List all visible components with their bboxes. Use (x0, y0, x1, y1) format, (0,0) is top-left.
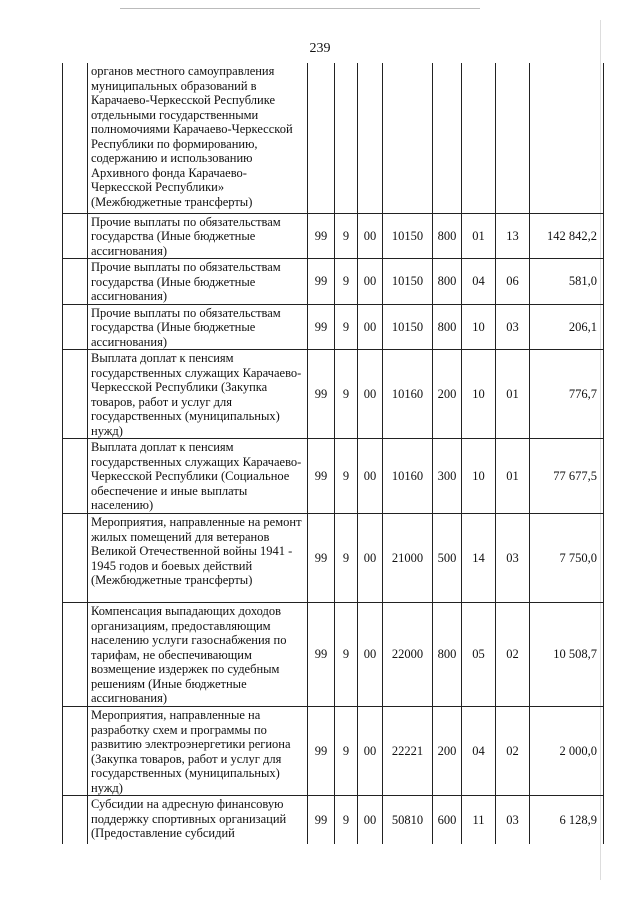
code-subprogram: 9 (335, 350, 358, 439)
table-row (63, 350, 604, 439)
code-section: 04 (462, 707, 496, 796)
code-section: 11 (462, 796, 496, 844)
row-description: Субсидии на адресную финансовую поддержку спортивных организаций (Предоставление субсидий (88, 796, 308, 844)
code-direction: 10150 (383, 213, 433, 259)
row-amount: 6 128,9 (530, 796, 604, 844)
code-subprogram: 9 (335, 603, 358, 707)
code-subprogram (335, 63, 358, 213)
code-expense-type: 800 (433, 603, 462, 707)
code-program: 99 (308, 603, 335, 707)
code-main-event: 00 (358, 213, 383, 259)
table-row (63, 514, 604, 603)
code-section: 05 (462, 603, 496, 707)
code-program: 99 (308, 350, 335, 439)
row-description: Мероприятия, направленные на ремонт жилых помещений для ветеранов Великой Отечественной войны 1941 - 1945 годов и боевых действий (Межбюджетные трансферты) (88, 514, 308, 603)
code-direction: 10160 (383, 350, 433, 439)
code-main-event: 00 (358, 259, 383, 305)
code-main-event: 00 (358, 439, 383, 514)
table-row (63, 707, 604, 796)
code-subprogram: 9 (335, 796, 358, 844)
row-description: Мероприятия, направленные на разработку схем и программы по развитию электроэнергетики региона (Закупка товаров, работ и услуг для государственных (муниципальных) нужд) (88, 707, 308, 796)
code-expense-type: 600 (433, 796, 462, 844)
row-description: Прочие выплаты по обязательствам государства (Иные бюджетные ассигнования) (88, 259, 308, 305)
row-amount: 7 750,0 (530, 514, 604, 603)
code-section: 01 (462, 213, 496, 259)
row-description: органов местного самоуправления муниципальных образований в Карачаево-Черкесской Республике отдельными государственными полномочиями Карачаево-Черкесской Республики по формированию, содержанию и использованию Архивного фонда Карачаево-Черкесской Республики» (Межбюджетные трансферты) (88, 63, 308, 213)
row-description: Компенсация выпадающих доходов организациям, предоставляющим населению услуги газоснабжения по тарифам, не обеспечивающим возмещение издержек по судебным решениям (Иные бюджетные ассигнования) (88, 603, 308, 707)
table-row (63, 603, 604, 707)
row-amount: 10 508,7 (530, 603, 604, 707)
code-subsection: 02 (496, 707, 530, 796)
code-subsection: 02 (496, 603, 530, 707)
row-description: Прочие выплаты по обязательствам государства (Иные бюджетные ассигнования) (88, 304, 308, 350)
code-section: 10 (462, 350, 496, 439)
row-description: Выплата доплат к пенсиям государственных служащих Карачаево-Черкесской Республики (Социальное обеспечение и иные выплаты населению) (88, 439, 308, 514)
code-subsection: 01 (496, 439, 530, 514)
code-subsection: 03 (496, 796, 530, 844)
code-program: 99 (308, 514, 335, 603)
code-expense-type: 800 (433, 259, 462, 305)
code-direction (383, 63, 433, 213)
code-program: 99 (308, 304, 335, 350)
code-main-event: 00 (358, 514, 383, 603)
table-row (63, 439, 604, 514)
scan-artifact-line (120, 8, 480, 9)
code-main-event: 00 (358, 603, 383, 707)
code-program: 99 (308, 707, 335, 796)
code-direction: 22221 (383, 707, 433, 796)
row-description: Выплата доплат к пенсиям государственных служащих Карачаево-Черкесской Республики (Закупка товаров, работ и услуг для государственных (муниципальных) нужд) (88, 350, 308, 439)
code-program: 99 (308, 259, 335, 305)
code-subprogram: 9 (335, 304, 358, 350)
code-subsection: 03 (496, 304, 530, 350)
row-amount: 142 842,2 (530, 213, 604, 259)
code-subprogram: 9 (335, 514, 358, 603)
row-amount (530, 63, 604, 213)
code-direction: 10150 (383, 304, 433, 350)
code-section: 10 (462, 439, 496, 514)
code-main-event (358, 63, 383, 213)
table-row (63, 259, 604, 305)
table-row (63, 796, 604, 844)
code-expense-type: 300 (433, 439, 462, 514)
code-section: 14 (462, 514, 496, 603)
code-program (308, 63, 335, 213)
code-program: 99 (308, 213, 335, 259)
code-section: 10 (462, 304, 496, 350)
budget-table (62, 63, 604, 844)
code-subsection: 01 (496, 350, 530, 439)
code-main-event: 00 (358, 350, 383, 439)
table-row (63, 304, 604, 350)
code-subprogram: 9 (335, 213, 358, 259)
code-expense-type: 200 (433, 707, 462, 796)
code-expense-type: 800 (433, 304, 462, 350)
code-section: 04 (462, 259, 496, 305)
table-row (63, 213, 604, 259)
row-amount: 2 000,0 (530, 707, 604, 796)
code-subsection: 03 (496, 514, 530, 603)
code-program: 99 (308, 796, 335, 844)
code-main-event: 00 (358, 707, 383, 796)
code-main-event: 00 (358, 796, 383, 844)
row-amount: 206,1 (530, 304, 604, 350)
row-amount: 776,7 (530, 350, 604, 439)
code-subsection: 06 (496, 259, 530, 305)
table-row (63, 63, 604, 213)
code-subprogram: 9 (335, 439, 358, 514)
code-subsection: 13 (496, 213, 530, 259)
row-amount: 77 677,5 (530, 439, 604, 514)
row-amount: 581,0 (530, 259, 604, 305)
code-expense-type: 800 (433, 213, 462, 259)
code-subsection (496, 63, 530, 213)
code-expense-type: 200 (433, 350, 462, 439)
code-direction: 10150 (383, 259, 433, 305)
code-main-event: 00 (358, 304, 383, 350)
code-section (462, 63, 496, 213)
code-program: 99 (308, 439, 335, 514)
code-direction: 10160 (383, 439, 433, 514)
code-subprogram: 9 (335, 259, 358, 305)
code-direction: 22000 (383, 603, 433, 707)
code-expense-type: 500 (433, 514, 462, 603)
code-subprogram: 9 (335, 707, 358, 796)
row-description: Прочие выплаты по обязательствам государства (Иные бюджетные ассигнования) (88, 213, 308, 259)
page-number: 239 (309, 41, 331, 56)
code-direction: 21000 (383, 514, 433, 603)
code-direction: 50810 (383, 796, 433, 844)
code-expense-type (433, 63, 462, 213)
